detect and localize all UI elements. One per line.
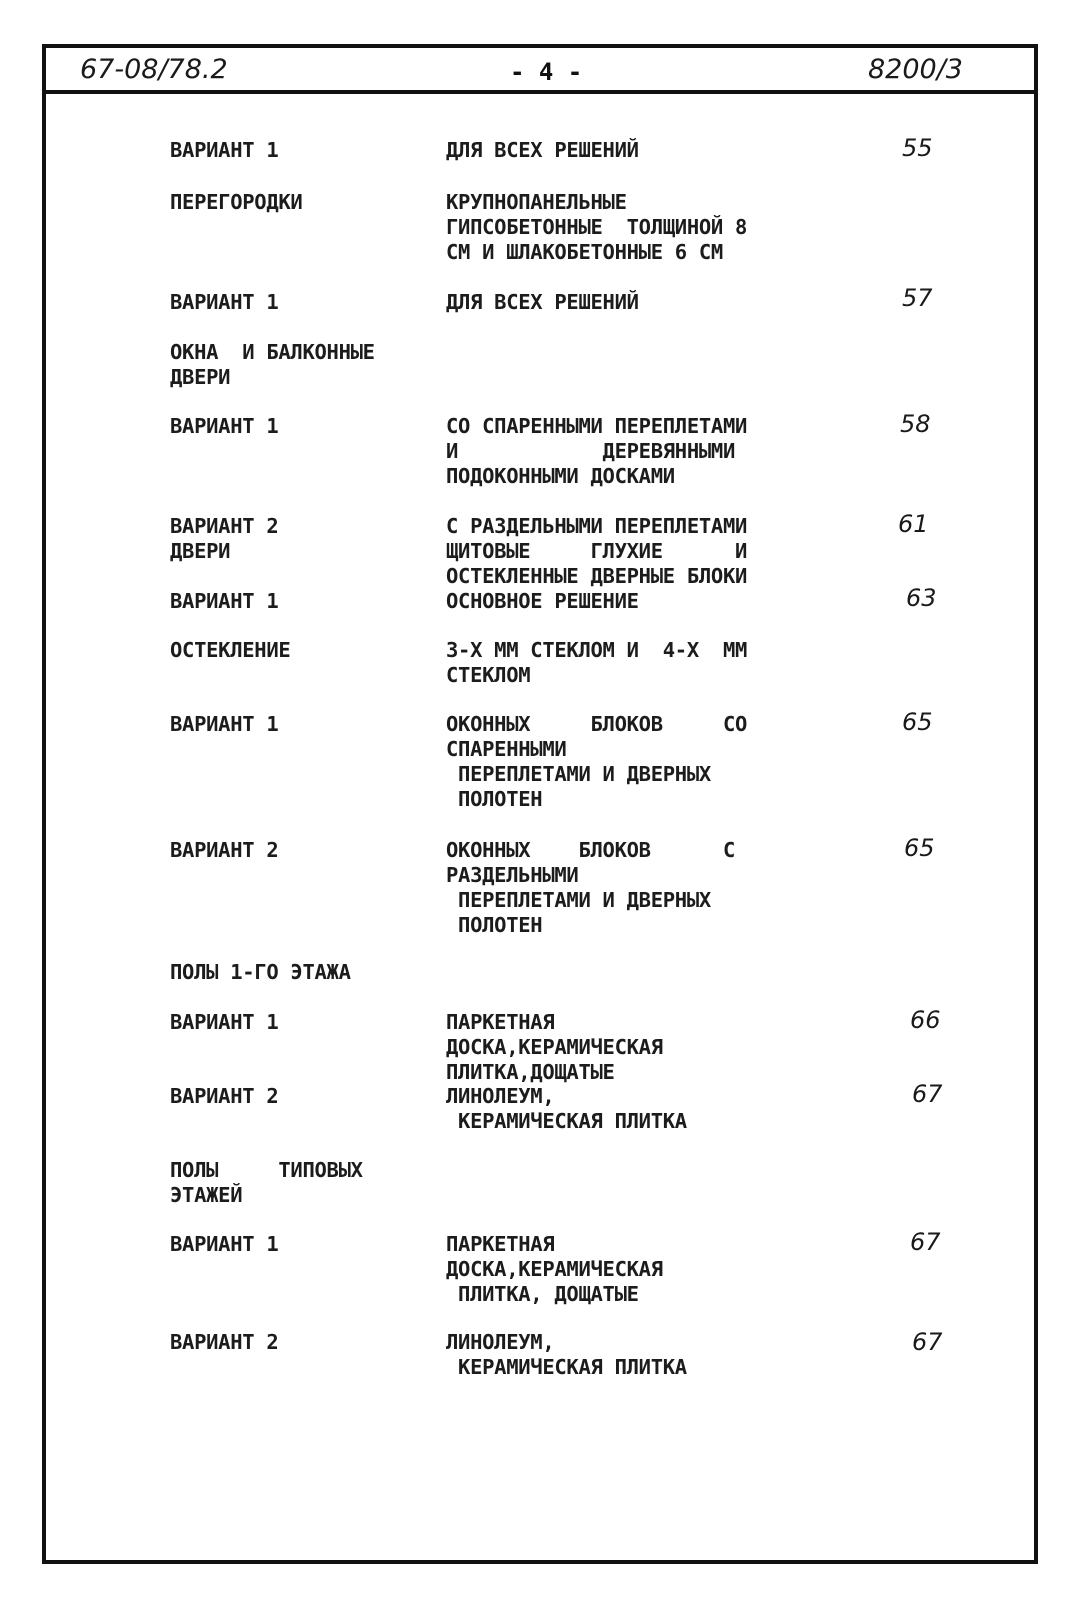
row-page-number: 67 xyxy=(912,1080,943,1108)
row-label: ДВЕРИ xyxy=(170,539,231,563)
row-label: ВАРИАНТ 1 xyxy=(170,290,279,314)
row-description-line: И ДЕРЕВЯННЫМИ xyxy=(446,439,736,463)
row-description-line: СО СПАРЕННЫМИ ПЕРЕПЛЕТАМИ xyxy=(446,414,748,438)
row-label: ПОЛЫ ТИПОВЫХ xyxy=(170,1158,363,1182)
row-description-line: ПЕРЕПЛЕТАМИ И ДВЕРНЫХ xyxy=(446,888,711,912)
row-description-line: ПОЛОТЕН xyxy=(446,787,543,811)
row-description-line: СМ И ШЛАКОБЕТОННЫЕ 6 СМ xyxy=(446,240,723,264)
row-label: ВАРИАНТ 2 xyxy=(170,514,279,538)
row-description-line: КРУПНОПАНЕЛЬНЫЕ xyxy=(446,190,627,214)
row-page-number: 58 xyxy=(900,410,931,438)
row-description-line: ПЕРЕПЛЕТАМИ И ДВЕРНЫХ xyxy=(446,762,711,786)
row-label: ВАРИАНТ 2 xyxy=(170,838,279,862)
header-page-number: - 4 - xyxy=(510,58,583,86)
row-label: ВАРИАНТ 1 xyxy=(170,1010,279,1034)
row-description-line: ПЛИТКА,ДОЩАТЫЕ xyxy=(446,1060,615,1084)
row-page-number: 57 xyxy=(902,284,933,312)
row-page-number: 67 xyxy=(910,1228,941,1256)
row-label: ВАРИАНТ 1 xyxy=(170,589,279,613)
row-description-line: ЛИНОЛЕУМ, xyxy=(446,1330,555,1354)
row-page-number: 55 xyxy=(902,134,933,162)
row-description-line: ПАРКЕТНАЯ xyxy=(446,1232,555,1256)
row-description-line: РАЗДЕЛЬНЫМИ xyxy=(446,863,579,887)
row-description-line: ДОСКА,КЕРАМИЧЕСКАЯ xyxy=(446,1035,663,1059)
row-description-line: ПАРКЕТНАЯ xyxy=(446,1010,555,1034)
row-label: ВАРИАНТ 1 xyxy=(170,1232,279,1256)
row-description-line: ДЛЯ ВСЕХ РЕШЕНИЙ xyxy=(446,138,639,162)
row-page-number: 66 xyxy=(910,1006,941,1034)
row-label: ОКНА И БАЛКОННЫЕ xyxy=(170,340,375,364)
header-document-code: 67-08/78.2 xyxy=(80,54,228,85)
header-sheet-number: 8200/3 xyxy=(868,54,963,85)
row-page-number: 65 xyxy=(902,708,933,736)
row-description-line: ОСТЕКЛЕННЫЕ ДВЕРНЫЕ БЛОКИ xyxy=(446,564,748,588)
row-label: ВАРИАНТ 1 xyxy=(170,138,279,162)
row-page-number: 65 xyxy=(904,834,935,862)
row-description-line: ПОДОКОННЫМИ ДОСКАМИ xyxy=(446,464,675,488)
row-description-line: ОКОННЫХ БЛОКОВ С xyxy=(446,838,736,862)
row-description-line: ДОСКА,КЕРАМИЧЕСКАЯ xyxy=(446,1257,663,1281)
row-label: ПОЛЫ 1-ГО ЭТАЖА xyxy=(170,960,351,984)
row-label: ВАРИАНТ 2 xyxy=(170,1084,279,1108)
row-label: ЭТАЖЕЙ xyxy=(170,1183,243,1207)
row-description-line: ГИПСОБЕТОННЫЕ ТОЛЩИНОЙ 8 xyxy=(446,215,748,239)
row-label: ОСТЕКЛЕНИЕ xyxy=(170,638,291,662)
row-page-number: 63 xyxy=(906,584,937,612)
row-label: ВАРИАНТ 1 xyxy=(170,712,279,736)
row-description-line: С РАЗДЕЛЬНЫМИ ПЕРЕПЛЕТАМИ xyxy=(446,514,748,538)
row-description-line: ЩИТОВЫЕ ГЛУХИЕ И xyxy=(446,539,748,563)
row-description-line: ДЛЯ ВСЕХ РЕШЕНИЙ xyxy=(446,290,639,314)
row-description-line: 3-Х ММ СТЕКЛОМ И 4-Х ММ xyxy=(446,638,748,662)
row-description-line: КЕРАМИЧЕСКАЯ ПЛИТКА xyxy=(446,1355,687,1379)
row-description-line: СТЕКЛОМ xyxy=(446,663,531,687)
row-label: ПЕРЕГОРОДКИ xyxy=(170,190,303,214)
row-page-number: 61 xyxy=(898,510,929,538)
row-label: ВАРИАНТ 2 xyxy=(170,1330,279,1354)
header-rule xyxy=(42,90,1038,94)
row-description-line: ОСНОВНОЕ РЕШЕНИЕ xyxy=(446,589,639,613)
row-description-line: ПЛИТКА, ДОЩАТЫЕ xyxy=(446,1282,639,1306)
row-label: ВАРИАНТ 1 xyxy=(170,414,279,438)
row-description-line: КЕРАМИЧЕСКАЯ ПЛИТКА xyxy=(446,1109,687,1133)
row-description-line: ПОЛОТЕН xyxy=(446,913,543,937)
row-label: ДВЕРИ xyxy=(170,365,231,389)
row-description-line: СПАРЕННЫМИ xyxy=(446,737,567,761)
row-page-number: 67 xyxy=(912,1328,943,1356)
row-description-line: ЛИНОЛЕУМ, xyxy=(446,1084,555,1108)
row-description-line: ОКОННЫХ БЛОКОВ СО xyxy=(446,712,748,736)
